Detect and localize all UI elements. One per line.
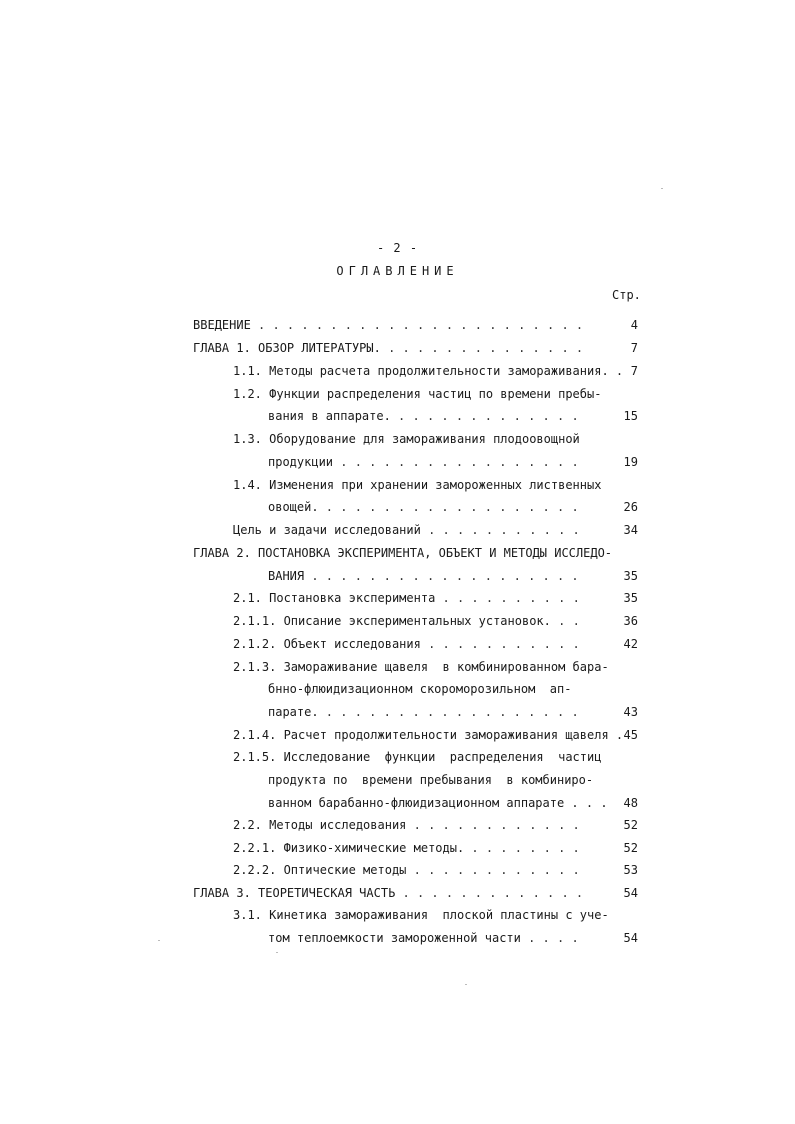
scan-speck [158, 940, 160, 941]
toc-entry [268, 930, 579, 946]
toc-entry-text: продукта по времени пребывания в комбиниро- [268, 773, 594, 787]
toc-entry-text: продукции [268, 455, 334, 469]
toc-entry-text: ГЛАВА 2. ПОСТАНОВКА ЭКСПЕРИМЕНТА, ОБЪЕКТ И МЕТОДЫ ИССЛЕДО- [193, 546, 613, 560]
toc-entry-page: 15 [623, 409, 638, 423]
toc-entry-page: 52 [623, 841, 638, 855]
toc-entry-text: ВВЕДЕНИЕ [193, 318, 251, 332]
toc-entry [268, 681, 571, 697]
scan-speck [465, 984, 467, 985]
toc-entry-text: 1.1. Методы расчета продолжительности замораживания. . [233, 364, 624, 378]
toc-entry-page: 7 [630, 341, 638, 355]
toc-entry-text: 2.1.1. Описание экспериментальных установок. [233, 614, 551, 628]
toc-entry-page: 35 [623, 569, 638, 583]
toc-entry [268, 772, 593, 788]
toc-entry-page: 53 [623, 863, 638, 877]
dot-leader: . . . . . . . . . . . [420, 637, 580, 651]
dot-leader: . . . . . . . . . . [435, 591, 580, 605]
toc-entry-text: 1.2. Функции распределения частиц по времени пребы- [233, 387, 602, 401]
toc-entry [233, 749, 601, 765]
toc-entry-text: 2.1.5. Исследование функции распределения частиц [233, 750, 602, 764]
dot-leader: . . . . . . . . . . . [420, 523, 580, 537]
toc-entry-text: овощей. [268, 500, 319, 514]
toc-entry [233, 522, 580, 538]
toc-entry-text: Цель и задачи исследований [233, 523, 421, 537]
toc-entry-text: 3.1. Кинетика замораживания плоской пластины с уче- [233, 908, 609, 922]
toc-entry-text: ванном барабанно-флюидизационном аппарате . . . [268, 796, 608, 810]
dot-leader: . . . . [520, 931, 579, 945]
toc-entry-page: 52 [623, 818, 638, 832]
toc-entry-text: ГЛАВА 3. ТЕОРЕТИЧЕСКАЯ ЧАСТЬ [193, 886, 396, 900]
dot-leader: . . . . . . . . . . . . . . . . . . . . . . . [250, 318, 584, 332]
dot-leader: . . . . . . . . . . . . . . [380, 341, 584, 355]
toc-entry [193, 545, 612, 561]
dot-leader: . . . . . . . . . . . . . . . . . . [318, 705, 579, 719]
toc-entry [268, 704, 579, 720]
toc-entry-text: 1.4. Изменения при хранении замороженных лиственных [233, 478, 602, 492]
toc-entry [193, 885, 583, 901]
dot-leader: . . . . . . . . . . . . . . . . . [333, 455, 579, 469]
toc-entry [233, 636, 580, 652]
toc-entry [233, 817, 580, 833]
toc-entry [233, 386, 601, 402]
toc-entry-text: бнно-флюидизационном скороморозильном ап- [268, 682, 572, 696]
toc-entry [233, 727, 623, 743]
toc-entry-text: 2.2.2. Оптические методы [233, 863, 407, 877]
toc-title: ОГЛАВЛЕНИЕ [336, 264, 459, 278]
toc-entry [233, 613, 580, 629]
scan-speck [276, 952, 278, 953]
dot-leader: . . . . . . . . . . . . . [390, 409, 579, 423]
toc-entry-text: 2.1.4. Расчет продолжительности замораживания щавеля . [233, 728, 624, 742]
toc-entry-text: 2.2. Методы исследования [233, 818, 407, 832]
toc-entry [233, 862, 580, 878]
toc-entry [233, 431, 580, 447]
toc-entry-text: вания в аппарате. [268, 409, 391, 423]
toc-entry-text: 1.3. Оборудование для замораживания плодоовощной [233, 432, 580, 446]
toc-entry-text: ГЛАВА 1. ОБЗОР ЛИТЕРАТУРЫ. [193, 341, 381, 355]
toc-entry-page: 7 [630, 364, 638, 378]
toc-entry [268, 499, 579, 515]
toc-entry [268, 568, 579, 584]
toc-entry-page: 42 [623, 637, 638, 651]
toc-entry-page: 54 [623, 931, 638, 945]
dot-leader: . . . . . . . . . . . . . [395, 886, 584, 900]
toc-entry [268, 454, 579, 470]
dot-leader: . . . . . . . . . . . . . . . . . . . [304, 569, 579, 583]
page-column-header: Стр. [612, 288, 641, 302]
toc-entry-page: 4 [630, 318, 638, 332]
toc-entry [233, 590, 580, 606]
toc-entry-page: 45 [623, 728, 638, 742]
toc-entry [268, 408, 579, 424]
scan-speck [661, 188, 663, 189]
toc-entry [233, 840, 580, 856]
page-number: - 2 - [376, 241, 419, 255]
toc-entry-text: парате. [268, 705, 319, 719]
toc-entry-page: 19 [623, 455, 638, 469]
toc-entry-page: 34 [623, 523, 638, 537]
toc-entry-page: 48 [623, 796, 638, 810]
dot-leader: . . [550, 614, 580, 628]
dot-leader: . . . . . . . . . . . . . . . . . . [318, 500, 579, 514]
dot-leader: . . . . . . . . . . . . [406, 863, 580, 877]
toc-entry-page: 54 [623, 886, 638, 900]
toc-entry [233, 477, 601, 493]
toc-entry-text: том теплоемкости замороженной части [268, 931, 521, 945]
toc-entry-text: 2.2.1. Физико-химические методы. [233, 841, 465, 855]
toc-entry [233, 659, 609, 675]
toc-entry-page: 35 [623, 591, 638, 605]
toc-entry-text: 2.1.2. Объект исследования [233, 637, 421, 651]
toc-entry [193, 340, 583, 356]
toc-entry [268, 795, 608, 811]
dot-leader: . . . . . . . . . . . . [406, 818, 580, 832]
toc-entry [233, 363, 623, 379]
toc-entry-page: 43 [623, 705, 638, 719]
toc-entry [233, 907, 609, 923]
toc-entry-page: 36 [623, 614, 638, 628]
toc-entry [193, 317, 583, 333]
toc-entry-text: ВАНИЯ [268, 569, 305, 583]
toc-entry-text: 2.1. Постановка эксперимента [233, 591, 436, 605]
toc-entry-page: 26 [623, 500, 638, 514]
dot-leader: . . . . . . . . [464, 841, 580, 855]
toc-entry-text: 2.1.3. Замораживание щавеля в комбинированном бара- [233, 660, 609, 674]
